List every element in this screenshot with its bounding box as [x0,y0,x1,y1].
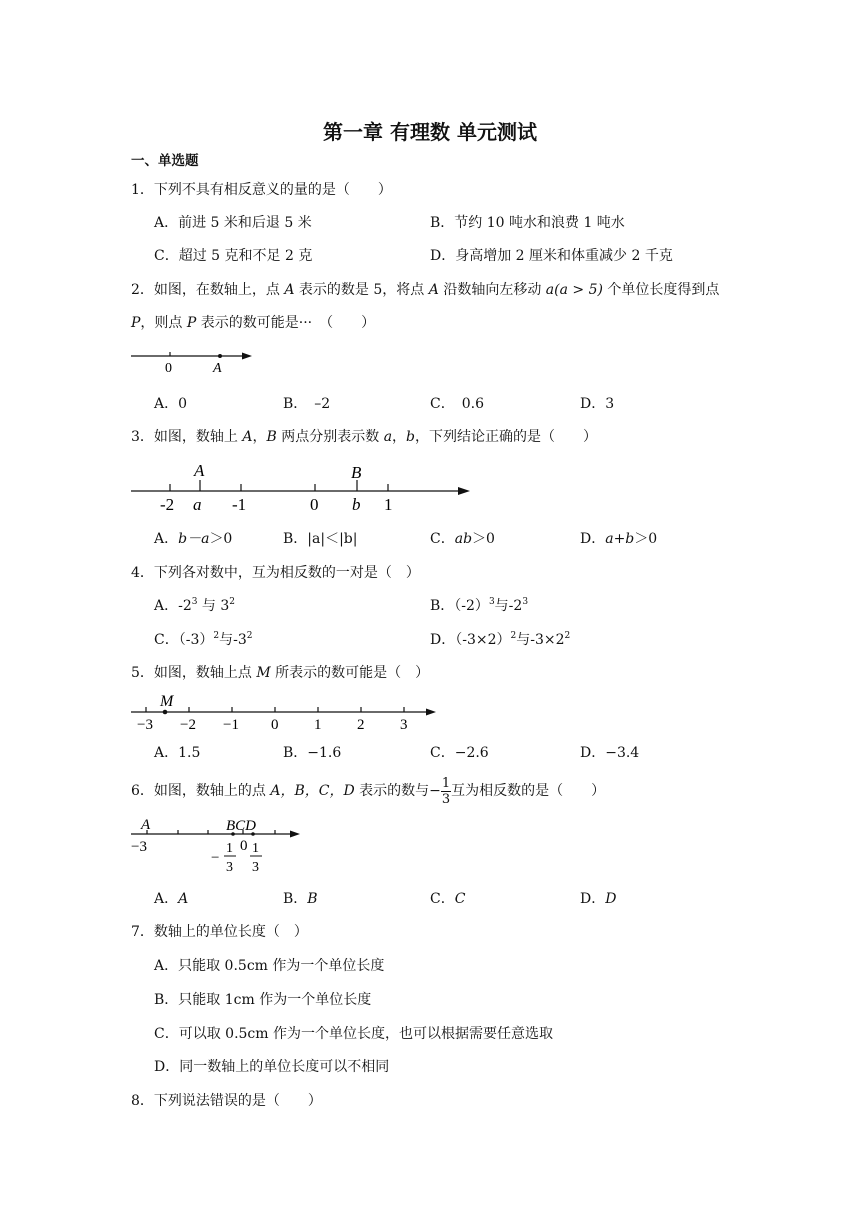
tick-label: −2 [180,717,196,733]
frac2-num: 1 [252,841,259,856]
tick-b: b [352,495,361,514]
label-b-point: B [351,463,362,482]
tick-label: 1 [314,717,322,733]
tick-1: 1 [384,495,393,514]
label-a-point: A [194,461,205,480]
label-m: M [160,693,174,710]
tick-label: −3 [137,717,153,733]
q2-option-a: A．0 [154,396,188,412]
tick-label: 0 [271,717,279,733]
q6-option-a: A．A [154,891,189,907]
q6-option-c: C．C [430,891,466,907]
q4-option-a: A．$-2^3$ 与 $3^2$ [154,597,236,614]
question-4-stem: 4．下列各对数中，互为相反数的一对是（ ） [131,565,420,581]
q5-option-c: C．−2.6 [430,745,489,761]
label-a: A [213,361,222,376]
q3-option-d: D．a+b＞0 [580,531,658,547]
question-8-stem: 8．下列说法错误的是（ ） [131,1093,322,1109]
tick-label: 2 [357,717,365,733]
question-2-stem-line1: 2．如图，在数轴上，点 A 表示的数是 5，将点 A 沿数轴向左移动 a(a > 5) 个单位长度得到点 [131,282,720,298]
question-3-stem: 3．如图，数轴上 A，B 两点分别表示数 a，b，下列结论正确的是（ ） [131,429,598,445]
q2-option-c: C． 0.6 [430,396,484,412]
tick-neg1: -1 [232,495,247,514]
tick-0: 0 [240,838,248,854]
tick-label: −1 [223,717,239,733]
q2-option-b: B． –2 [283,396,331,412]
neg-sign: − [211,850,220,866]
frac1-num: 1 [226,841,233,856]
question-1-stem: 1．下列不具有相反意义的量的是（ ） [131,182,392,198]
q4-option-c: C．$(-3)^2$与$-3^2$ [154,631,253,648]
q3-option-b: B．|a|＜|b| [283,531,358,547]
q7-option-c: C．可以取 0.5cm 作为一个单位长度，也可以根据需要任意选取 [154,1026,553,1042]
tick-a: a [193,495,202,514]
q5-option-a: A．1.5 [154,745,201,761]
q4-option-d: D．$(-3\times 2)^2$与$-3\times 2^2$ [430,631,571,648]
q6-option-d: D．D [580,891,617,907]
q5-option-b: B．−1.6 [283,745,342,761]
frac2-den: 3 [252,860,259,875]
q5-option-d: D．−3.4 [580,745,640,761]
fraction-one-third: $\frac{1}{3}$ [441,775,451,807]
page-title: 第一章 有理数 单元测试 [323,120,537,144]
q7-option-a: A．只能取 0.5cm 作为一个单位长度 [154,958,385,974]
tick-0: 0 [310,495,319,514]
q4-option-b: B．$(-2)^3$与$-2^3$ [430,597,529,614]
label-points-bcd: BCD [226,818,256,834]
q1-option-d: D．身高增加 2 厘米和体重减少 2 千克 [430,248,673,264]
q3-option-a: A．b－a＞0 [154,531,233,547]
q7-option-d: D．同一数轴上的单位长度可以不相同 [154,1059,390,1075]
frac1-den: 3 [226,860,233,875]
tick-neg2: -2 [160,495,175,514]
q2-option-d: D．3 [580,396,615,412]
q3-option-c: C．ab＞0 [430,531,495,547]
q1-option-a: A．前进 5 米和后退 5 米 [154,215,312,231]
q7-option-b: B．只能取 1cm 作为一个单位长度 [154,992,372,1008]
q6-option-b: B．B [283,891,318,907]
question-5-stem: 5．如图，数轴上点 M 所表示的数可能是（ ） [131,665,430,681]
question-7-stem: 7．数轴上的单位长度（ ） [131,924,308,940]
question-6-stem: 6．如图，数轴上的点 A，B，C，D 表示的数与− $\frac{1}{3}$ 互为相反数的是（ ） [131,775,606,807]
section-heading: 一、单选题 [131,153,199,169]
tick-neg3: −3 [131,839,147,855]
tick-0: 0 [165,361,172,376]
question-2-stem-line2: P，则点 P 表示的数可能是··· （ ） [131,315,376,331]
tick-label: 3 [400,717,408,733]
q1-option-b: B．节约 10 吨水和浪费 1 吨水 [430,215,625,231]
q1-option-c: C．超过 5 克和不足 2 克 [154,248,313,264]
label-point-a: A [141,817,151,833]
